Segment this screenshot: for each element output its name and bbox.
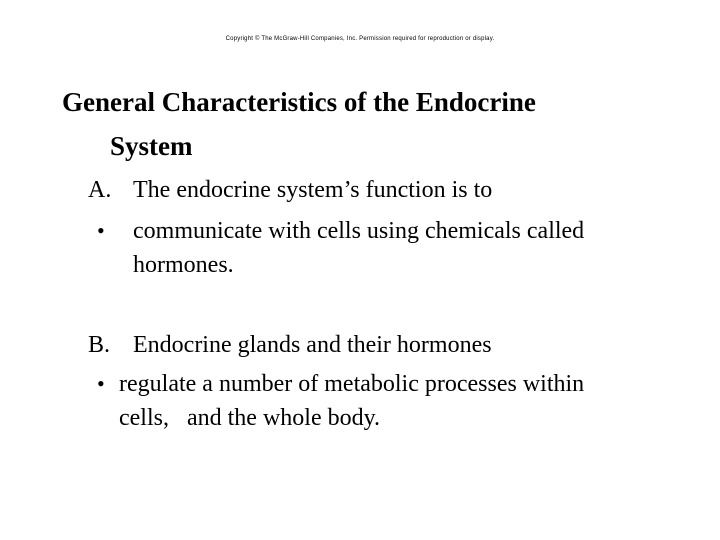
title-line-2: System <box>110 131 193 161</box>
section-a-text-line-1: communicate with cells using chemicals called <box>133 218 585 244</box>
slide-title <box>62 86 682 162</box>
section-a-text-line-2: hormones. <box>133 252 234 278</box>
section-a-marker: A. <box>88 177 112 203</box>
section-b-text-line-1: regulate a number of metabolic processes within <box>119 371 585 397</box>
section-b-bullet: • <box>97 371 105 396</box>
section-a-heading: The endocrine system’s function is to <box>133 177 493 203</box>
section-a-bullet: • <box>97 218 105 243</box>
section-b-text-line-2: cells, and the whole body. <box>119 405 381 431</box>
copyright-notice: Copyright © The McGraw-Hill Companies, Inc. Permission required for reproduction or display. <box>225 36 495 42</box>
section-b-heading: Endocrine glands and their hormones <box>133 332 492 358</box>
title-line-1: General Characteristics of the Endocrine <box>62 87 536 117</box>
section-b-marker: B. <box>88 332 111 358</box>
